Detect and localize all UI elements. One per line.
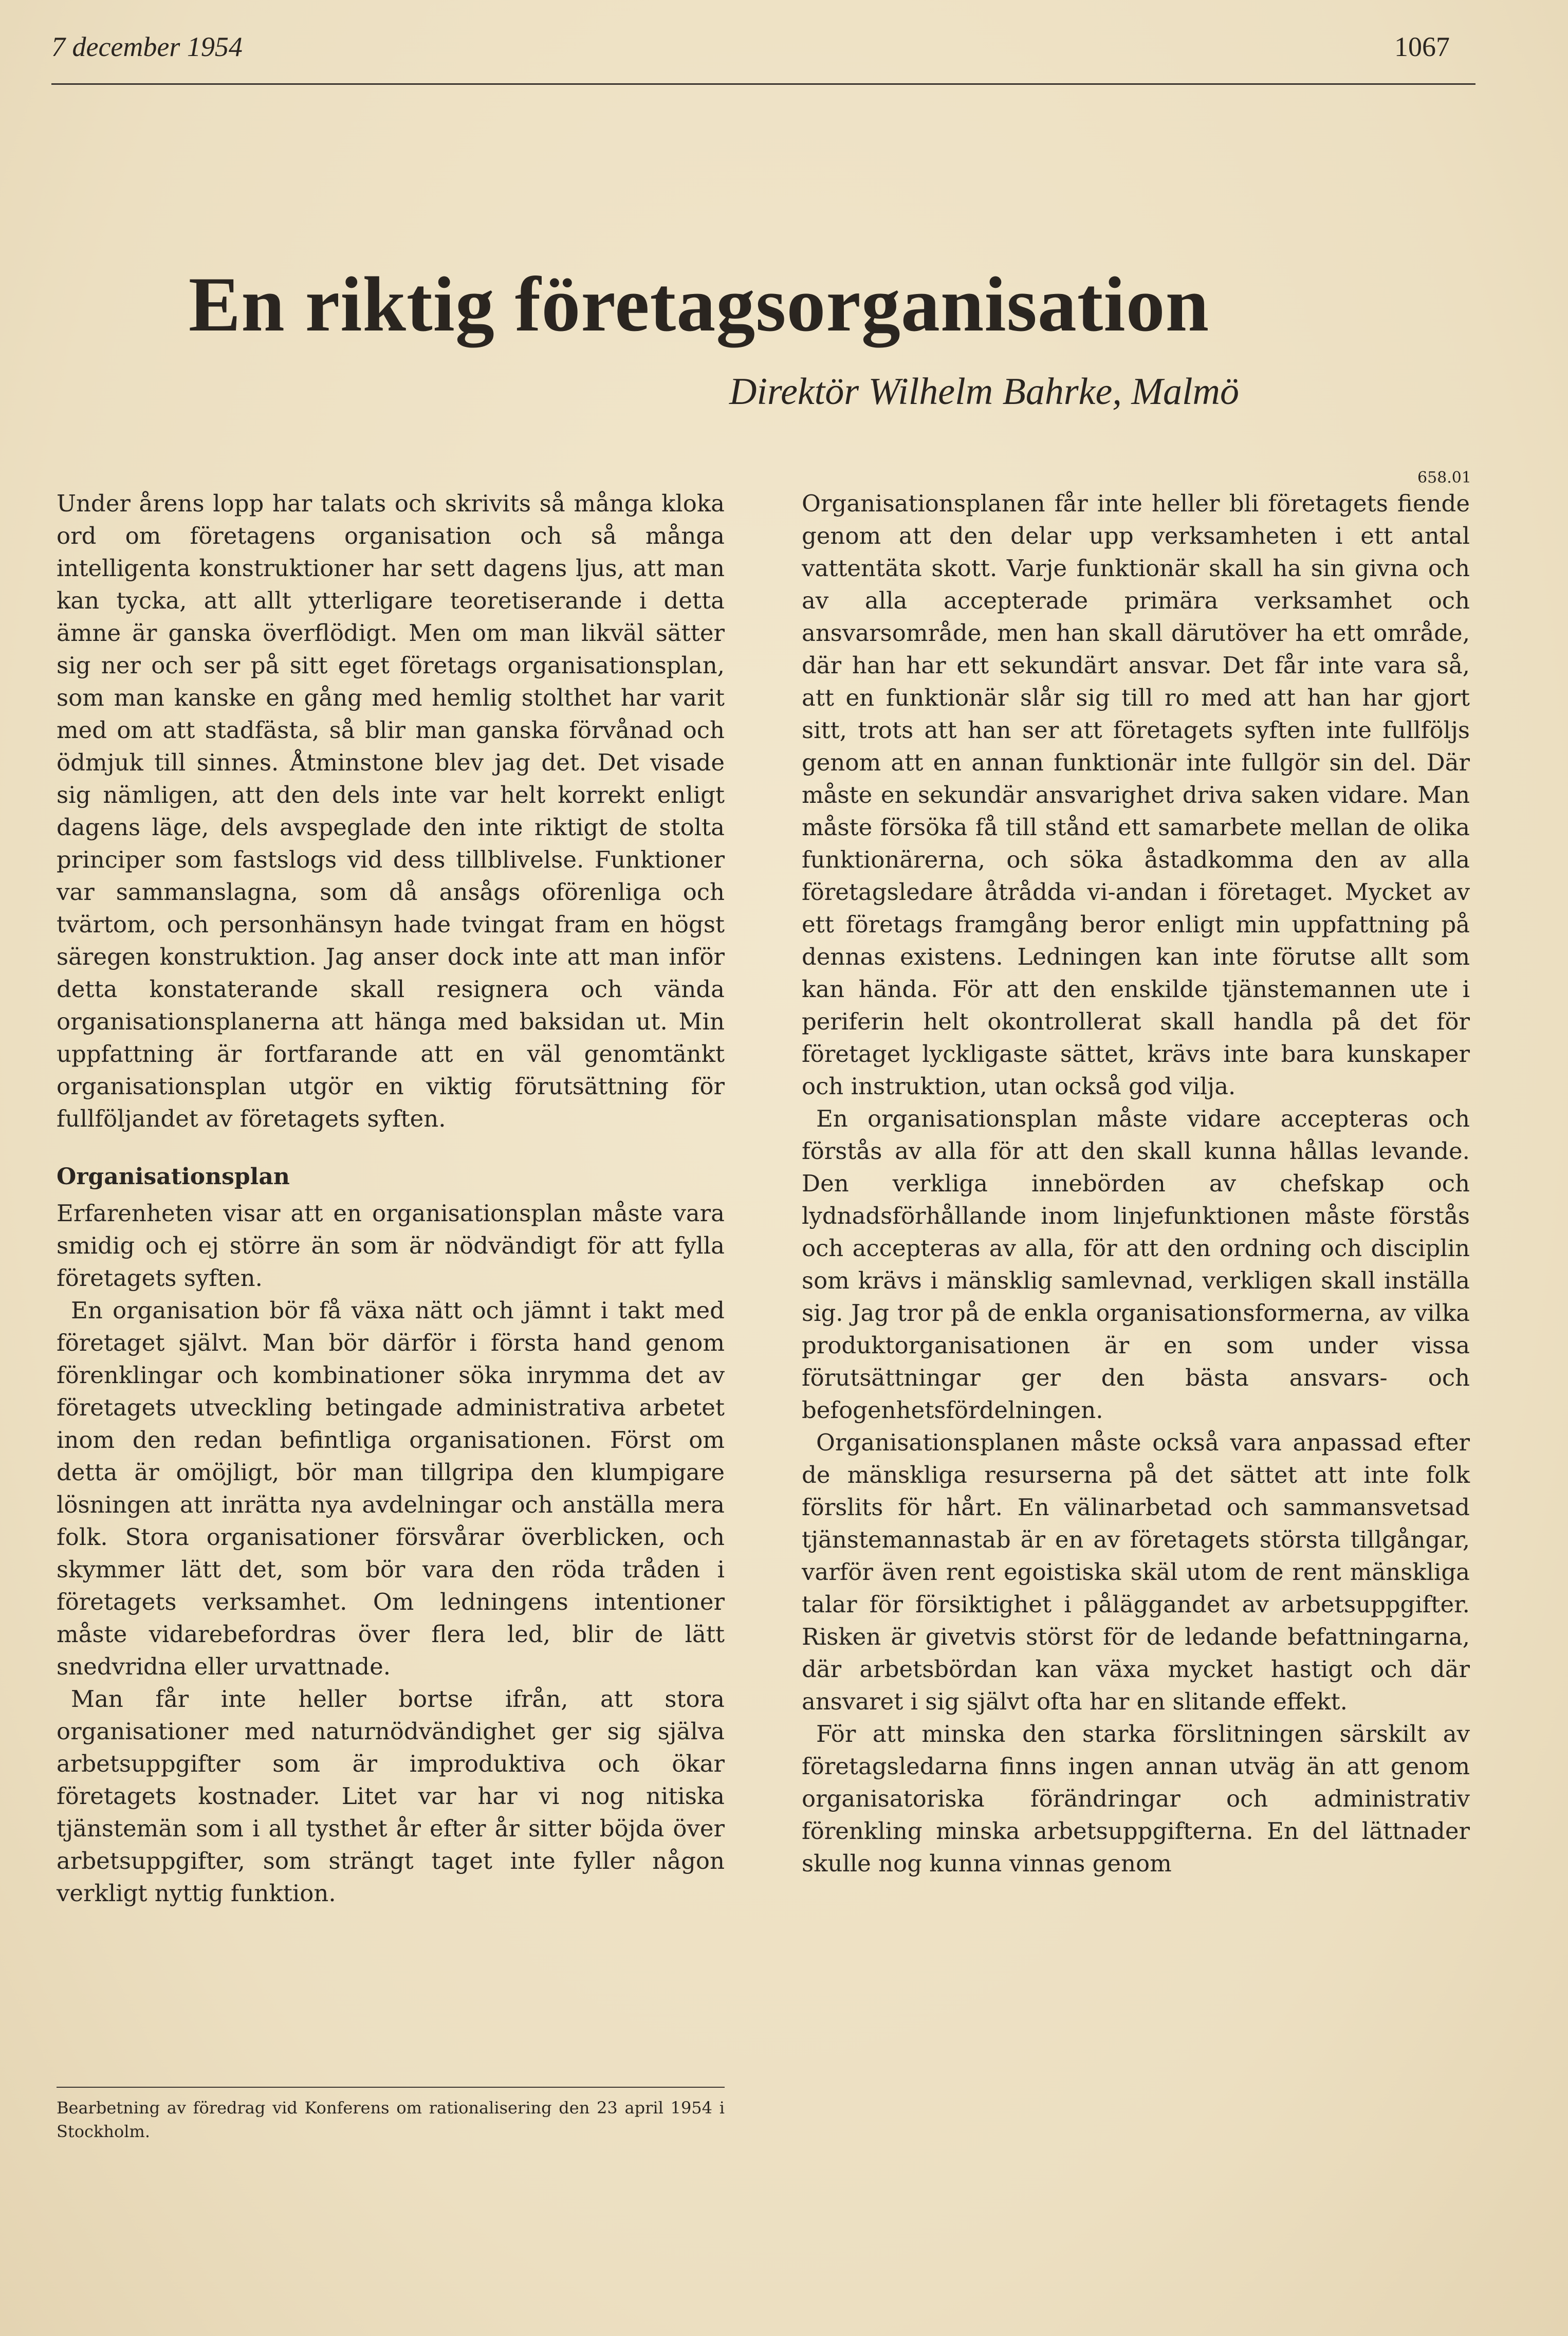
- footnote: Bearbetning av föredrag vid Konferens om rationalisering den 23 april 1954 i Stockholm.: [57, 2087, 725, 2143]
- article-title: En riktig företagsorganisation: [188, 261, 1210, 347]
- page-number: 1067: [1394, 31, 1450, 62]
- running-head: [51, 31, 1450, 82]
- classification-number: 658.01: [1417, 469, 1471, 487]
- paragraph: Organisationsplanen måste också vara anpassad efter de mänskliga resurserna på det sättet att inte folk förslits för hårt. En välinarbetad och sammansvetsad tjänstemannastab är en av företagets största tillgångar, varför även rent egoistiska skäl utom de rent mänskliga talar för försiktighet i påläggandet av arbetsuppgifter. Risken är givetvis störst för de ledande befattningarna, där arbetsbördan kan växa mycket hastigt och där ansvaret i sig självt ofta har en slitande effekt.: [802, 1429, 1470, 1715]
- paragraph: Under årens lopp har talats och skrivits så många kloka ord om företagens organisation och så många intelligenta konstruktioner har sett dagens ljus, att man kan tycka, att allt ytterligare teoretiserande i detta ämne är ganska överflödigt. Men om man likväl sätter sig ner och ser på sitt eget företags organisationsplan, som man kanske en gång med hemlig stolthet har varit med om att stadfästa, så blir man ganska förvånad och ödmjuk till sinnes. Åtminstone blev jag det. Det visade sig nämligen, att den dels inte var helt korrekt enligt dagens läge, dels avspeglade den inte riktigt de stolta principer som fastslogs vid dess tillblivelse. Funktioner var sammanslagna, som då ansågs oförenliga och tvärtom, och personhänsyn hade tvingat fram en högst säregen konstruktion. Jag anser dock inte att man inför detta konstaterande skall resignera och vända organisationsplanerna att hänga med baksidan ut. Min uppfattning är fortfarande att en väl genomtänkt organisationsplan utgör en viktig förutsättning för fullföljandet av företagets syften.: [57, 490, 725, 1132]
- header-rule: [51, 83, 1475, 85]
- paragraph: En organisationsplan måste vidare accepteras och förstås av alla för att den skall kunna hållas levande. Den verkliga innebörden av chefskap och lydnadsförhållande inom linjefunktionen måste förstås och accepteras av alla, för att den ordning och disciplin som krävs i mänsklig samlevnad, verkligen skall inställa sig. Jag tror på de enkla organisationsformerna, av vilka produktorganisationen är en som under vissa förutsättningar ger den bästa ansvars- och befogenhetsfördelningen.: [802, 1105, 1470, 1424]
- paragraph: Man får inte heller bortse ifrån, att stora organisationer med naturnödvändighet ger sig själva arbetsuppgifter som är improduktiva och ökar företagets kostnader. Litet var har vi nog nitiska tjänstemän som i all tysthet år efter år sitter böjda över arbetsuppgifter, som strängt taget inte fyller någon verkligt nyttig funktion.: [57, 1685, 725, 1907]
- article-author: Direktör Wilhelm Bahrke, Malmö: [729, 371, 1239, 413]
- issue-date: 7 december 1954: [51, 31, 243, 62]
- right-column: [802, 487, 1470, 1880]
- paragraph: För att minska den starka förslitningen särskilt av företagsledarna finns ingen annan utväg än att genom organisatoriska förändringar och administrativ förenkling minska arbetsuppgifterna. En del lättnader skulle nog kunna vinnas genom: [802, 1720, 1470, 1877]
- paragraph: Erfarenheten visar att en organisationsplan måste vara smidig och ej större än som är nödvändigt för att fylla företagets syften.: [57, 1200, 725, 1292]
- left-column: [57, 487, 725, 1909]
- section-heading: Organisationsplan: [57, 1164, 290, 1190]
- paragraph: Organisationsplanen får inte heller bli företagets fiende genom att den delar upp verksamheten i ett antal vattentäta skott. Varje funktionär skall ha sin givna och av alla accepterade primära verksamhet och ansvarsområde, men han skall därutöver ha ett område, där han har ett sekundärt ansvar. Det får inte vara så, att en funktionär slår sig till ro med att han har gjort sitt, trots att han ser att företagets syften inte fullföljs genom att en annan funktionär inte fullgör sin del. Där måste en sekundär ansvarighet driva saken vidare. Man måste försöka få till stånd ett samarbete mellan de olika funktionärerna, och söka åstadkomma den av alla företagsledare åtrådda vi-andan i företaget. Mycket av ett företags framgång beror enligt min uppfattning på dennas existens. Ledningen kan inte förutse allt som kan hända. För att den enskilde tjänstemannen ute i periferin helt okontrollerat skall handla på det för företaget lyckligaste sättet, krävs inte bara kunskaper och instruktion, utan också god vilja.: [802, 490, 1470, 1100]
- paragraph: En organisation bör få växa nätt och jämnt i takt med företaget självt. Man bör därför i första hand genom förenklingar och kombinationer söka inrymma det av företagets utveckling betingade administrativa arbetet inom den redan befintliga organisationen. Först om detta är omöjligt, bör man tillgripa den klumpigare lösningen att inrätta nya avdelningar och anställa mera folk. Stora organisationer försvårar överblicken, och skymmer lätt det, som bör vara den röda tråden i företagets verksamhet. Om ledningens intentioner måste vidarebefordras över flera led, blir de lätt snedvridna eller urvattnade.: [57, 1297, 725, 1680]
